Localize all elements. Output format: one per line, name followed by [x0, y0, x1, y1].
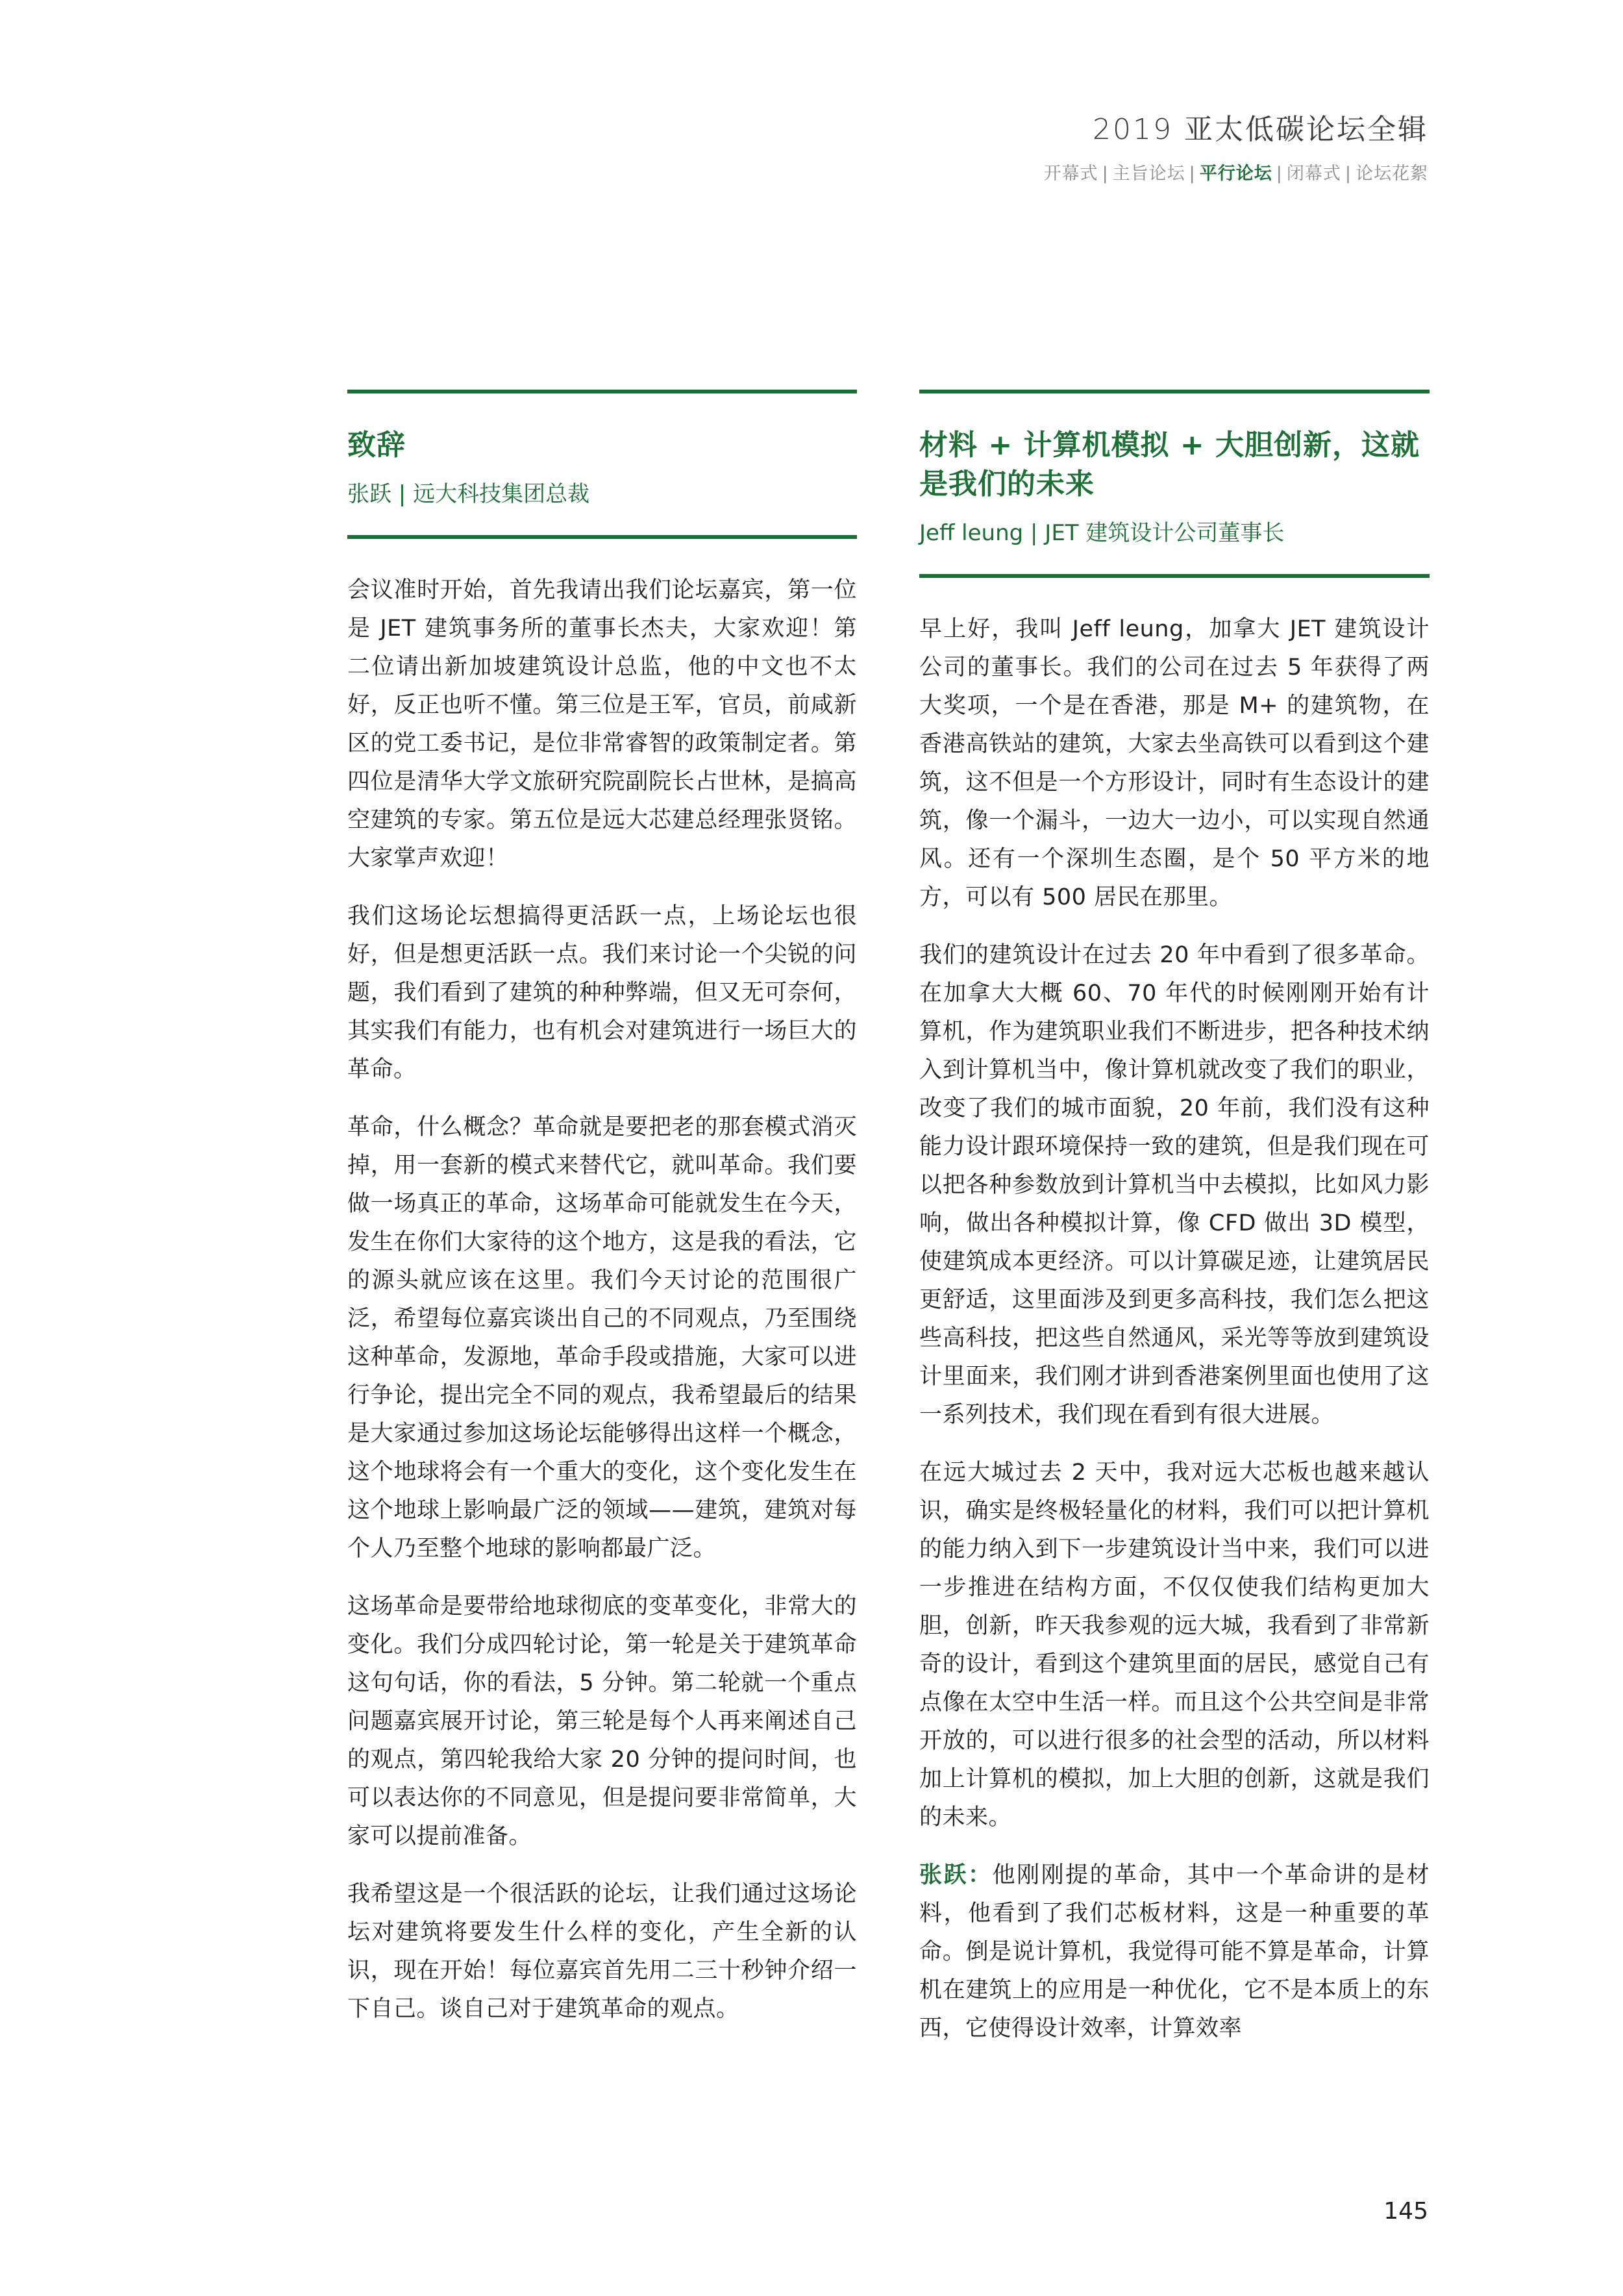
nav-separator: | — [1102, 164, 1109, 184]
left-column — [347, 390, 857, 2048]
paragraph: 我希望这是一个很活跃的论坛，让我们通过这场论坛对建筑将要发生什么样的变化，产生全新的认识，现在开始！每位嘉宾首先用二三十秒钟介绍一下自己。谈自己对于建筑革命的观点。 — [347, 1881, 857, 2022]
paragraph: 会议准时开始，首先我请出我们论坛嘉宾，第一位是 JET 建筑事务所的董事长杰夫，大家欢迎！第二位请出新加坡建筑设计总监，他的中文也不太好，反正也听不懂。第三位是王军，官员，前咸新区的党工委书记，是位非常睿智的政策制定者。第四位是清华大学文旅研究院副院长占世林，是搞高空建筑的专家。第五位是远大芯建总经理张贤铭。大家掌声欢迎！ — [347, 577, 857, 871]
speaker-byline: 张跃 | 远大科技集团总裁 — [347, 481, 590, 507]
section-title: 致辞 — [347, 429, 406, 462]
section-nav — [1044, 162, 1428, 186]
dialogue-text: 他刚刚提的革命，其中一个革命讲的是材料，他看到了我们芯板材料，这是一种重要的革命。倒是说计算机，我觉得可能不算是革命，计算机在建筑上的应用是一种优化，它不是本质上的东西，它使得设计效率，计算效率 — [919, 1862, 1430, 2041]
top-rule — [347, 390, 857, 393]
publication-title: 2019 亚太低碳论坛全辑 — [1093, 113, 1428, 146]
running-header — [1044, 110, 1428, 186]
article-body — [919, 610, 1430, 2048]
article-body — [347, 571, 857, 2028]
speaker-label: 张跃： — [919, 1862, 993, 1888]
nav-separator: | — [1276, 164, 1283, 184]
paragraph: 这场革命是要带给地球彻底的变革变化，非常大的变化。我们分成四轮讨论，第一轮是关于建筑革命这句句话，你的看法，5 分钟。第二轮就一个重点问题嘉宾展开讨论，第三轮是每个人再来阐述自己的观点，第四轮我给大家 20 分钟的提问时间，也可以表达你的不同意见，但是提问要非常简单，大家可以提前准备。 — [347, 1593, 857, 1849]
byline-rule — [347, 535, 857, 539]
nav-item-keynote: 主旨论坛 — [1112, 164, 1185, 184]
paragraph: 早上好，我叫 Jeff leung，加拿大 JET 建筑设计公司的董事长。我们的公司在过去 5 年获得了两大奖项，一个是在香港，那是 M+ 的建筑物，在香港高铁站的建筑，大家去坐高铁可以看到这个建筑，这不但是一个方形设计，同时有生态设计的建筑，像一个漏斗，一边大一边小，可以实现自然通风。还有一个深圳生态圈，是个 50 平方米的地方，可以有 500 居民在那里。 — [919, 616, 1430, 910]
section-title: 材料 + 计算机模拟 + 大胆创新，这就是我们的未来 — [919, 429, 1420, 501]
nav-separator: | — [1344, 164, 1352, 184]
nav-item-opening: 开幕式 — [1043, 164, 1098, 184]
paragraph: 我们的建筑设计在过去 20 年中看到了很多革命。在加拿大大概 60、70 年代的时候刚刚开始有计算机，作为建筑职业我们不断进步，把各种技术纳入到计算机当中，像计算机就改变了我们的职业，改变了我们的城市面貌，20 年前，我们没有这种能力设计跟环境保持一致的建筑，但是我们现在可以把各种参数放到计算机当中去模拟，比如风力影响，做出各种模拟计算，像 CFD 做出 3D 模型，使建筑成本更经济。可以计算碳足迹，让建筑居民更舒适，这里面涉及到更多高科技，我们怎么把这些高科技，把这些自然通风，采光等等放到建筑设计里面来，我们刚才讲到香港案例里面也使用了这一系列技术，我们现在看到有很大进展。 — [919, 942, 1430, 1428]
speaker-byline: Jeff leung | JET 建筑设计公司董事长 — [919, 520, 1285, 546]
paragraph: 我们这场论坛想搞得更活跃一点，上场论坛也很好，但是想更活跃一点。我们来讨论一个尖锐的问题，我们看到了建筑的种种弊端，但又无可奈何，其实我们有能力，也有机会对建筑进行一场巨大的革命。 — [347, 903, 857, 1082]
paragraph: 在远大城过去 2 天中，我对远大芯板也越来越认识，确实是终极轻量化的材料，我们可以把计算机的能力纳入到下一步建筑设计当中来，我们可以进一步推进在结构方面，不仅仅使我们结构更加大胆，创新，昨天我参观的远大城，我看到了非常新奇的设计，看到这个建筑里面的居民，感觉自己有点像在太空中生活一样。而且这个公共空间是非常开放的，可以进行很多的社会型的活动，所以材料加上计算机的模拟，加上大胆的创新，这就是我们的未来。 — [919, 1460, 1430, 1830]
right-column — [919, 390, 1430, 2067]
byline-rule — [919, 574, 1430, 578]
nav-item-parallel-forum: 平行论坛 — [1199, 164, 1272, 184]
nav-item-closing: 闭幕式 — [1286, 164, 1341, 184]
page-number: 145 — [1383, 2198, 1428, 2225]
top-rule — [919, 390, 1430, 393]
dialogue-paragraph — [919, 1856, 1430, 2048]
nav-item-highlights: 论坛花絮 — [1356, 164, 1428, 184]
nav-separator: | — [1189, 164, 1196, 184]
paragraph: 革命，什么概念？革命就是要把老的那套模式消灭掉，用一套新的模式来替代它，就叫革命。我们要做一场真正的革命，这场革命可能就发生在今天，发生在你们大家待的这个地方，这是我的看法，它的源头就应该在这里。我们今天讨论的范围很广泛，希望每位嘉宾谈出自己的不同观点，乃至围绕这种革命，发源地，革命手段或措施，大家可以进行争论，提出完全不同的观点，我希望最后的结果是大家通过参加这场论坛能够得出这样一个概念，这个地球将会有一个重大的变化，这个变化发生在这个地球上影响最广泛的领域——建筑，建筑对每个人乃至整个地球的影响都最广泛。 — [347, 1114, 857, 1562]
